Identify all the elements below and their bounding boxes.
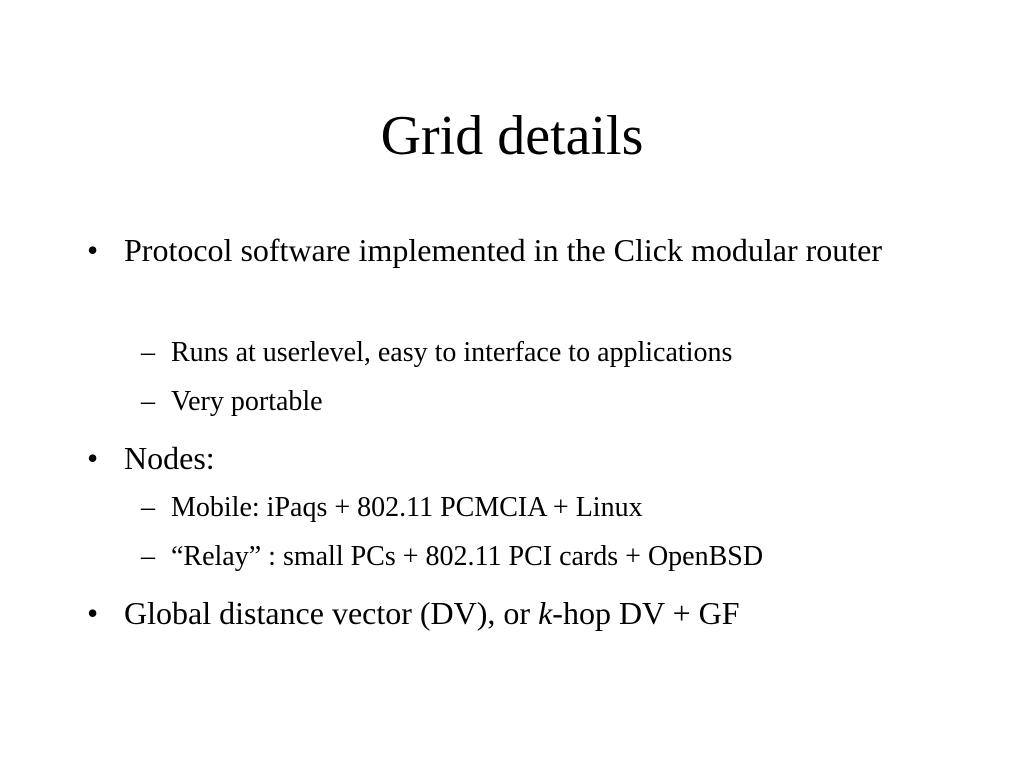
bullet-marker: •	[87, 232, 99, 268]
bullet-marker: •	[87, 440, 99, 476]
sub-bullet-item-mobile	[141, 491, 971, 525]
sub-bullet-item-userlevel	[141, 336, 971, 370]
italic-k: k	[538, 595, 553, 631]
sub-bullet-item-relay	[141, 540, 971, 574]
bullet-text: Nodes:	[124, 440, 215, 476]
bullet-item-protocol-software	[87, 227, 974, 274]
sub-bullet-marker: –	[141, 541, 155, 572]
sub-bullet-text: Mobile: iPaqs + 802.11 PCMCIA + Linux	[171, 492, 643, 523]
sub-bullet-text: Very portable	[171, 386, 323, 417]
sub-bullet-marker: –	[141, 337, 155, 368]
sub-bullet-marker: –	[141, 386, 155, 417]
slide-title: Grid details	[380, 105, 644, 167]
sub-bullet-text: Runs at userlevel, easy to interface to applications	[171, 337, 733, 368]
bullet-item-global-distance-vector	[87, 590, 974, 637]
bullet-marker: •	[87, 595, 99, 631]
sub-bullet-marker: –	[141, 492, 155, 523]
bullet-text-after-italic: -hop DV + GF	[552, 595, 740, 631]
bullet-item-nodes	[87, 435, 974, 482]
bullet-text-before-italic: Global distance vector (DV), or	[124, 595, 539, 631]
sub-bullet-item-portable	[141, 385, 971, 419]
bullet-text: Protocol software implemented in the Click modular router	[124, 232, 883, 268]
sub-bullet-text: “Relay” : small PCs + 802.11 PCI cards + OpenBSD	[171, 541, 764, 572]
